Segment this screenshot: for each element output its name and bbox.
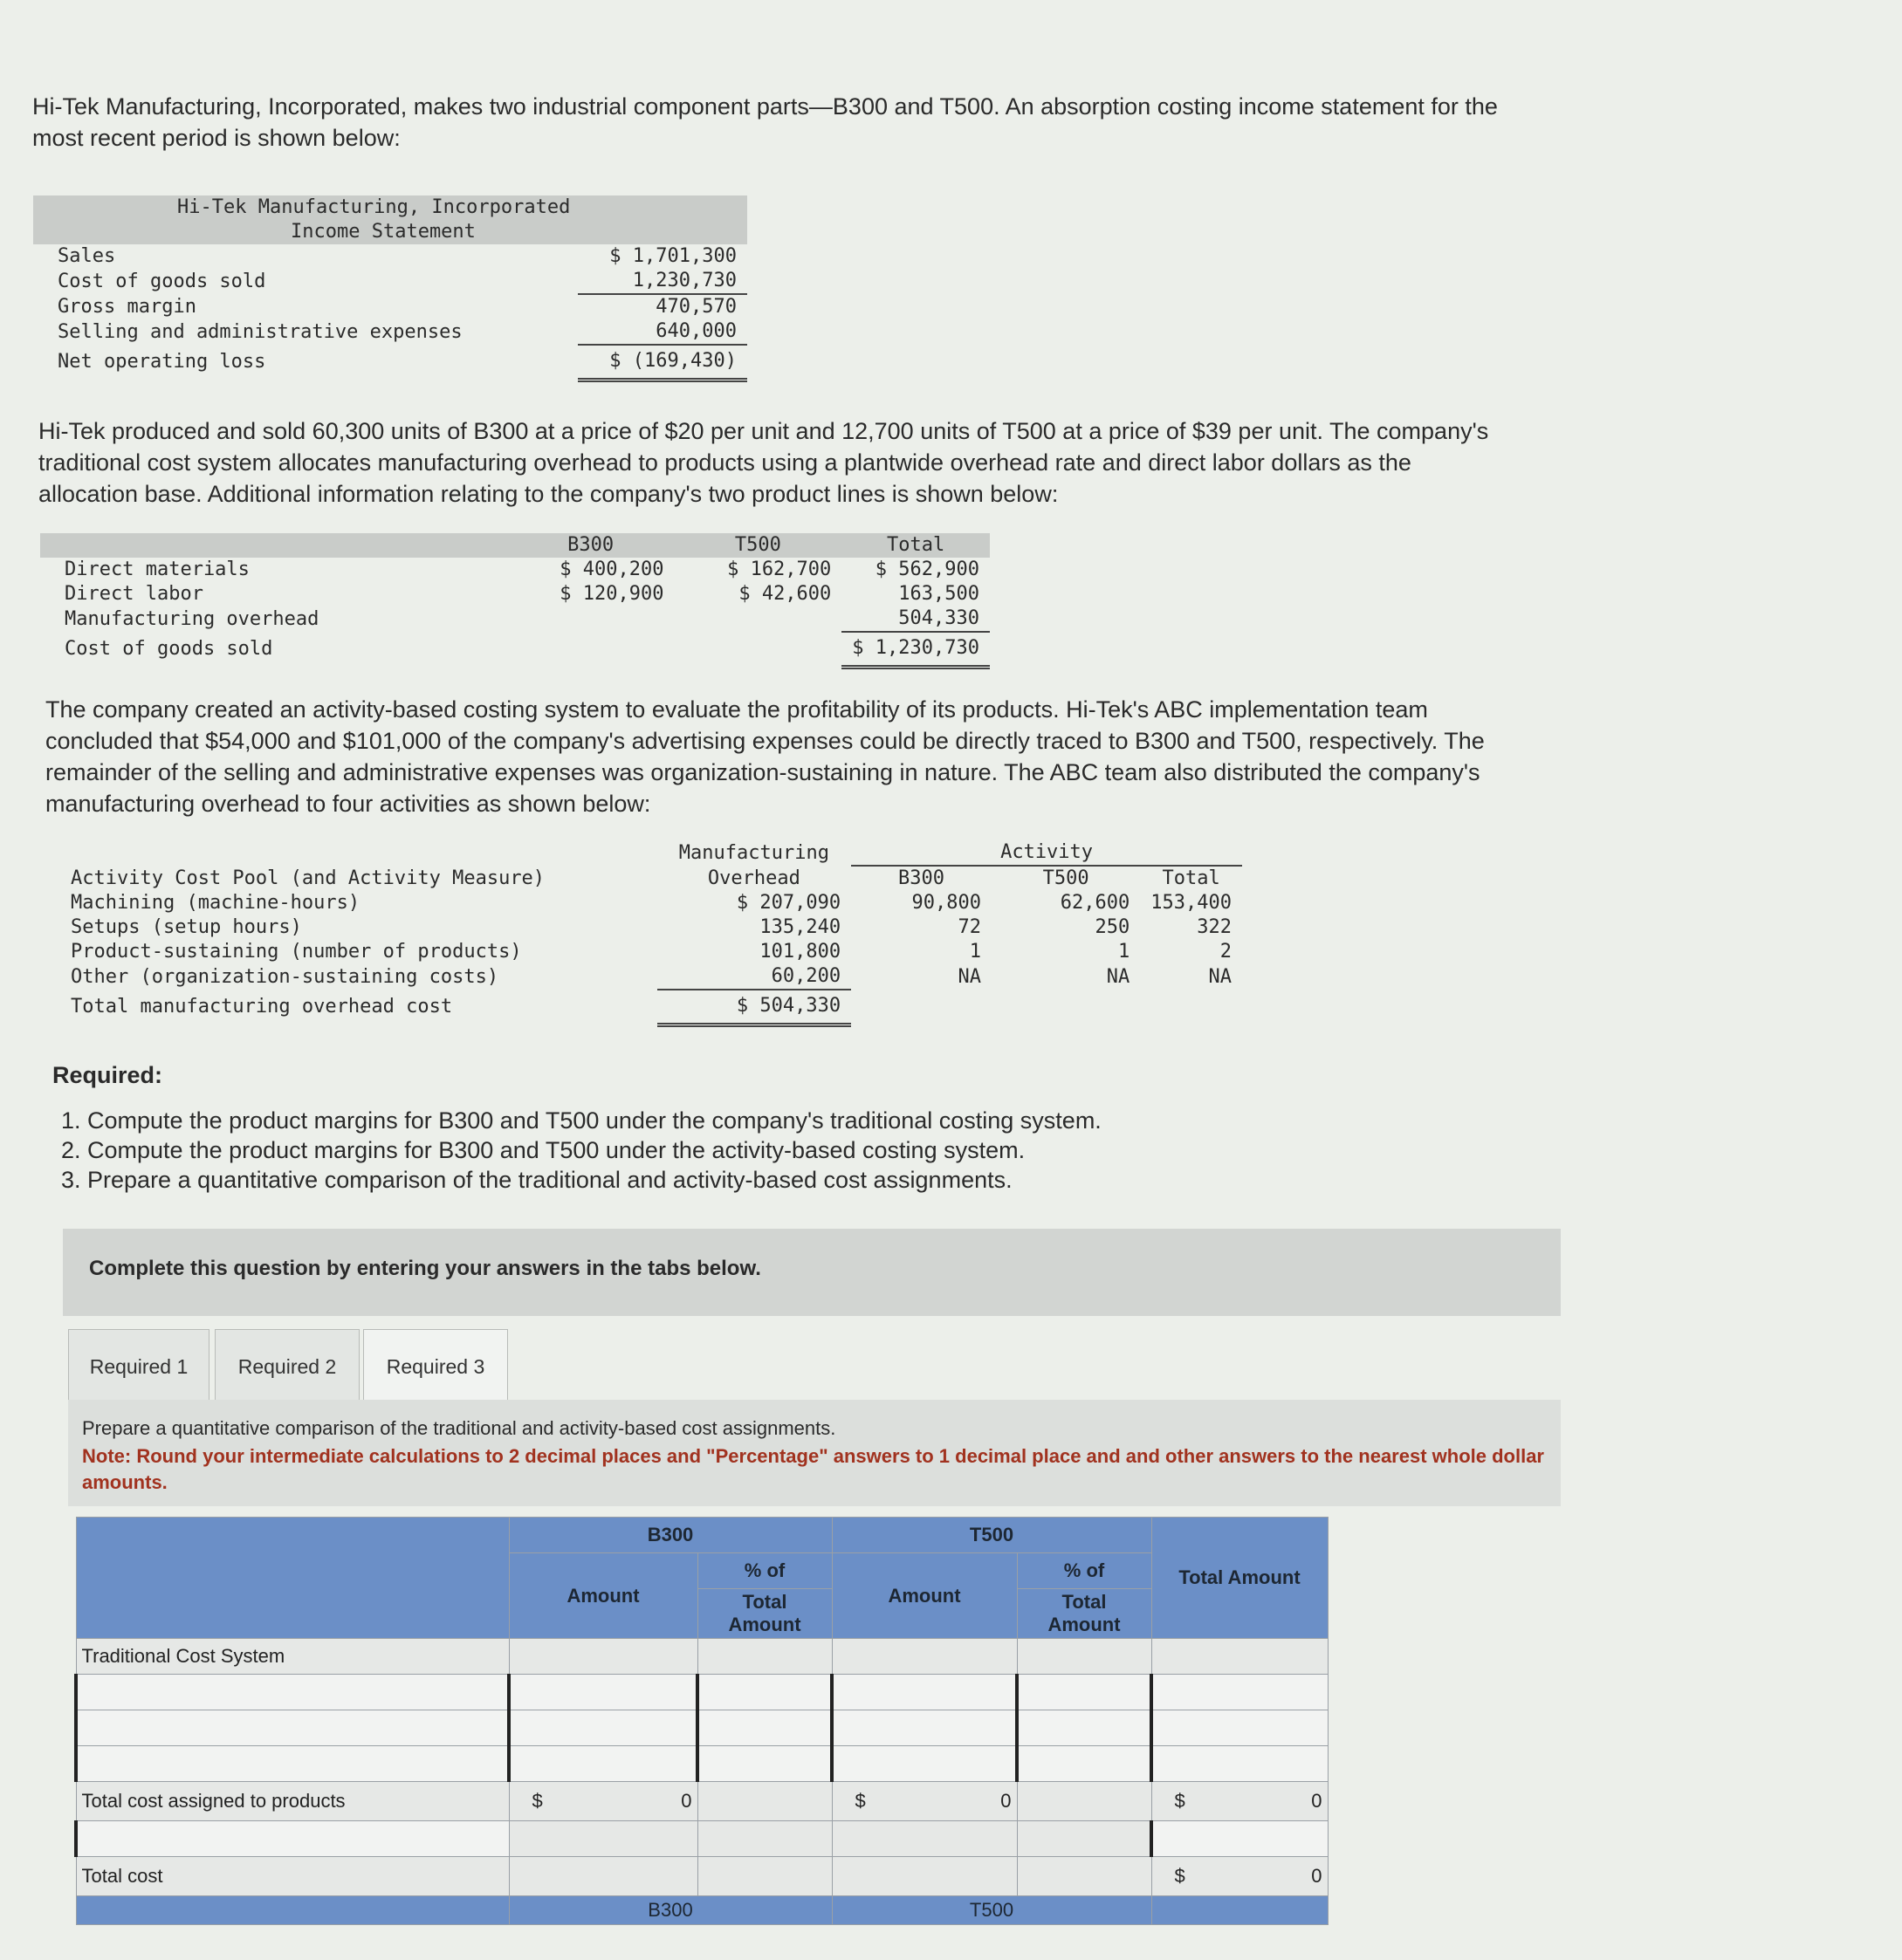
product-cogs-label: Cost of goods sold — [65, 638, 273, 660]
extra-row-label-input[interactable] — [76, 1821, 509, 1857]
answer-t500-pct-header-2 — [1017, 1589, 1151, 1639]
total-assigned-b300-pct — [697, 1782, 832, 1821]
extra-row-total-input[interactable] — [1151, 1821, 1328, 1857]
blank-cell — [1017, 1639, 1151, 1675]
traditional-row-2-total-input[interactable] — [1151, 1710, 1328, 1746]
required-item-3: 3. Prepare a quantitative comparison of the traditional and activity-based cost assignments. — [61, 1167, 1013, 1193]
traditional-row-1-total-input[interactable] — [1151, 1675, 1328, 1710]
blank-cell — [832, 1639, 1017, 1675]
income-statement — [33, 195, 747, 382]
other-b300: NA — [958, 965, 981, 988]
para2-text: Hi-Tek produced and sold 60,300 units of B300 at a price of $20 per unit and 12,700 units of T500 at a price of $39 per unit. The company's traditional cost system allocates manufacturing overhead to products using a plantwide overhead rate and direct labor dollars as the allocation base. Additional information relating to the company's two product lines is shown below: — [38, 418, 1489, 507]
dl-t500: $ 42,600 — [738, 583, 832, 605]
instruction-panel — [68, 1400, 1561, 1506]
answer-group-t500: T500 — [832, 1518, 1151, 1553]
required-heading: Required: — [52, 1062, 163, 1088]
blank-cell — [509, 1821, 697, 1857]
tab-required-1[interactable]: Required 1 — [68, 1329, 209, 1403]
activity-col-mo-1: Manufacturing — [678, 841, 829, 864]
product-sustaining-t500: 1 — [1118, 941, 1130, 963]
product-header-total: Total — [887, 534, 945, 556]
net-loss-value: $ (169,430) — [578, 345, 747, 380]
setups-mo: 135,240 — [759, 916, 841, 938]
traditional-row-3-b300-amount-input[interactable] — [509, 1746, 697, 1782]
product-sustaining-total: 2 — [1219, 941, 1232, 963]
t500-total-value: 0 — [1000, 1790, 1012, 1812]
instructions-banner — [63, 1229, 1561, 1316]
dm-total: $ 562,900 — [875, 559, 979, 580]
activity-col-b300: B300 — [898, 867, 945, 889]
activity-col-mo-2: Overhead — [707, 867, 800, 889]
currency-sign: $ — [855, 1790, 866, 1812]
dm-b300: $ 400,200 — [560, 559, 664, 580]
intro-text: Hi-Tek Manufacturing, Incorporated, makes two industrial component parts—B300 and T500. An absorption costing income statement for the most recent period is shown below: — [32, 93, 1498, 151]
traditional-row-1-b300-pct-input[interactable] — [697, 1675, 832, 1710]
traditional-row-2-b300-pct-input[interactable] — [697, 1710, 832, 1746]
activity-col-total: Total — [1162, 867, 1220, 889]
machining-total: 153,400 — [1150, 892, 1232, 914]
setups-t500: 250 — [1095, 916, 1130, 938]
tab-required-2[interactable]: Required 2 — [215, 1329, 360, 1403]
other-total: NA — [1208, 965, 1232, 988]
total-assigned-b300-amount — [509, 1782, 697, 1821]
mo-label: Manufacturing overhead — [65, 607, 319, 630]
footer-b300: B300 — [509, 1896, 832, 1925]
cogs-label: Cost of goods sold — [58, 270, 266, 292]
blank-cell — [1017, 1857, 1151, 1896]
dm-label: Direct materials — [65, 559, 250, 580]
blank-cell — [697, 1857, 832, 1896]
answer-group-b300: B300 — [509, 1518, 832, 1553]
blank-cell — [832, 1821, 1017, 1857]
para3-text: The company created an activity-based costing system to evaluate the profitability of its products. Hi-Tek's ABC implementation team concluded that $54,000 and $101,000 of the company's advertising expenses could be directly traced to B300 and T500, respectively. The remainder of the selling and administrative expenses was organization-sustaining in nature. The ABC team also distributed the company's manufacturing overhead to four activities as shown below: — [45, 696, 1485, 817]
traditional-row-1-b300-amount-input[interactable] — [509, 1675, 697, 1710]
total-assigned-total — [1151, 1782, 1328, 1821]
total-cost-value: 0 — [1311, 1865, 1322, 1887]
other-label: Other (organization-sustaining costs) — [71, 965, 499, 988]
sales-value: $ 1,701,300 — [609, 245, 737, 267]
product-sustaining-mo: 101,800 — [759, 941, 841, 963]
pct-total-word: Total — [742, 1591, 787, 1613]
traditional-row-1-t500-amount-input[interactable] — [832, 1675, 1017, 1710]
cogs-value: 1,230,730 — [578, 269, 747, 294]
net-loss-label: Net operating loss — [58, 351, 266, 373]
activity-col-t500: T500 — [1042, 867, 1089, 889]
currency-sign: $ — [532, 1790, 543, 1812]
required-item-1: 1. Compute the product margins for B300 and T500 under the company's traditional costing system. — [61, 1107, 1102, 1134]
machining-mo: $ 207,090 — [736, 892, 841, 914]
pct-amount-word: Amount — [1047, 1614, 1121, 1635]
blank-cell — [509, 1857, 697, 1896]
gross-margin-value: 470,570 — [656, 296, 737, 318]
traditional-row-1-label-input[interactable] — [76, 1675, 509, 1710]
dl-total: 163,500 — [898, 583, 979, 605]
traditional-row-1-t500-pct-input[interactable] — [1017, 1675, 1151, 1710]
product-header-b300: B300 — [567, 534, 615, 556]
total-overhead-label: Total manufacturing overhead cost — [71, 996, 453, 1018]
traditional-row-2-t500-pct-input[interactable] — [1017, 1710, 1151, 1746]
answer-t500-amount-header: Amount — [832, 1553, 1017, 1639]
traditional-row-2-label-input[interactable] — [76, 1710, 509, 1746]
traditional-row-3-t500-amount-input[interactable] — [832, 1746, 1017, 1782]
product-table — [40, 533, 990, 669]
blank-cell — [697, 1639, 832, 1675]
note-text: Note: Round your intermediate calculations to 2 decimal places and "Percentage" answers to 1 decimal place and and other answers to the nearest whole dollar amounts. — [82, 1445, 1544, 1493]
setups-b300: 72 — [958, 916, 981, 938]
answer-header-blank — [76, 1518, 509, 1639]
traditional-row-3-t500-pct-input[interactable] — [1017, 1746, 1151, 1782]
activity-table — [48, 840, 1242, 1027]
dl-b300: $ 120,900 — [560, 583, 664, 605]
answer-table — [74, 1517, 1329, 1925]
total-assigned-total-value: 0 — [1311, 1790, 1322, 1812]
total-cost-total — [1151, 1857, 1328, 1896]
currency-sign: $ — [1174, 1865, 1185, 1887]
product-sustaining-label: Product-sustaining (number of products) — [71, 941, 522, 963]
tab-required-3[interactable]: Required 3 — [363, 1329, 508, 1403]
machining-label: Machining (machine-hours) — [71, 892, 360, 914]
pct-amount-word: Amount — [728, 1614, 801, 1635]
answer-b300-amount-header: Amount — [509, 1553, 697, 1639]
product-cogs-total: $ 1,230,730 — [841, 632, 990, 667]
product-sustaining-b300: 1 — [969, 941, 981, 963]
footer-t500: T500 — [832, 1896, 1151, 1925]
instruction-text: Prepare a quantitative comparison of the traditional and activity-based cost assignments. — [82, 1417, 836, 1439]
mo-total: 504,330 — [841, 607, 990, 632]
traditional-row-2-t500-amount-input[interactable] — [832, 1710, 1017, 1746]
dl-label: Direct labor — [65, 583, 203, 605]
footer-total-blank — [1151, 1896, 1328, 1925]
answer-b300-pct-header-2 — [697, 1589, 832, 1639]
required-item-2: 2. Compute the product margins for B300 and T500 under the activity-based costing system. — [61, 1137, 1026, 1163]
traditional-row-2-b300-amount-input[interactable] — [509, 1710, 697, 1746]
dm-t500: $ 162,700 — [727, 559, 832, 580]
other-mo: 60,200 — [657, 964, 852, 990]
income-statement-title: Income Statement — [291, 221, 476, 243]
other-t500: NA — [1106, 965, 1130, 988]
activity-col-activity: Activity — [851, 840, 1242, 866]
total-assigned-label: Total cost assigned to products — [76, 1782, 509, 1821]
income-statement-company: Hi-Tek Manufacturing, Incorporated — [177, 196, 571, 218]
total-cost-label: Total cost — [76, 1857, 509, 1896]
blank-cell — [509, 1639, 697, 1675]
traditional-cost-system-label: Traditional Cost System — [76, 1639, 509, 1675]
banner-text: Complete this question by entering your answers in the tabs below. — [89, 1257, 761, 1280]
blank-cell — [1151, 1639, 1328, 1675]
pct-total-word: Total — [1061, 1591, 1107, 1613]
machining-b300: 90,800 — [911, 892, 981, 914]
footer-blank — [76, 1896, 509, 1925]
sga-value: 640,000 — [578, 319, 747, 345]
currency-sign: $ — [1174, 1790, 1185, 1812]
product-header-t500: T500 — [734, 534, 781, 556]
traditional-row-3-total-input[interactable] — [1151, 1746, 1328, 1782]
activity-col-pool: Activity Cost Pool (and Activity Measure) — [71, 867, 546, 889]
total-assigned-t500-amount — [832, 1782, 1017, 1821]
answer-b300-pct-header-1: % of — [697, 1553, 832, 1589]
sales-label: Sales — [58, 245, 116, 267]
b300-total-value: 0 — [681, 1790, 692, 1812]
machining-t500: 62,600 — [1060, 892, 1130, 914]
total-overhead-value: $ 504,330 — [657, 990, 852, 1025]
answer-t500-pct-header-1: % of — [1017, 1553, 1151, 1589]
traditional-row-3-b300-pct-input[interactable] — [697, 1746, 832, 1782]
setups-label: Setups (setup hours) — [71, 916, 302, 938]
sga-label: Selling and administrative expenses — [58, 320, 463, 343]
answer-col-total-amount: Total Amount — [1151, 1518, 1328, 1639]
traditional-row-3-label-input[interactable] — [76, 1746, 509, 1782]
setups-total: 322 — [1197, 916, 1232, 938]
total-assigned-t500-pct — [1017, 1782, 1151, 1821]
blank-cell — [1017, 1821, 1151, 1857]
blank-cell — [832, 1857, 1017, 1896]
gross-margin-label: Gross margin — [58, 295, 196, 318]
blank-cell — [697, 1821, 832, 1857]
